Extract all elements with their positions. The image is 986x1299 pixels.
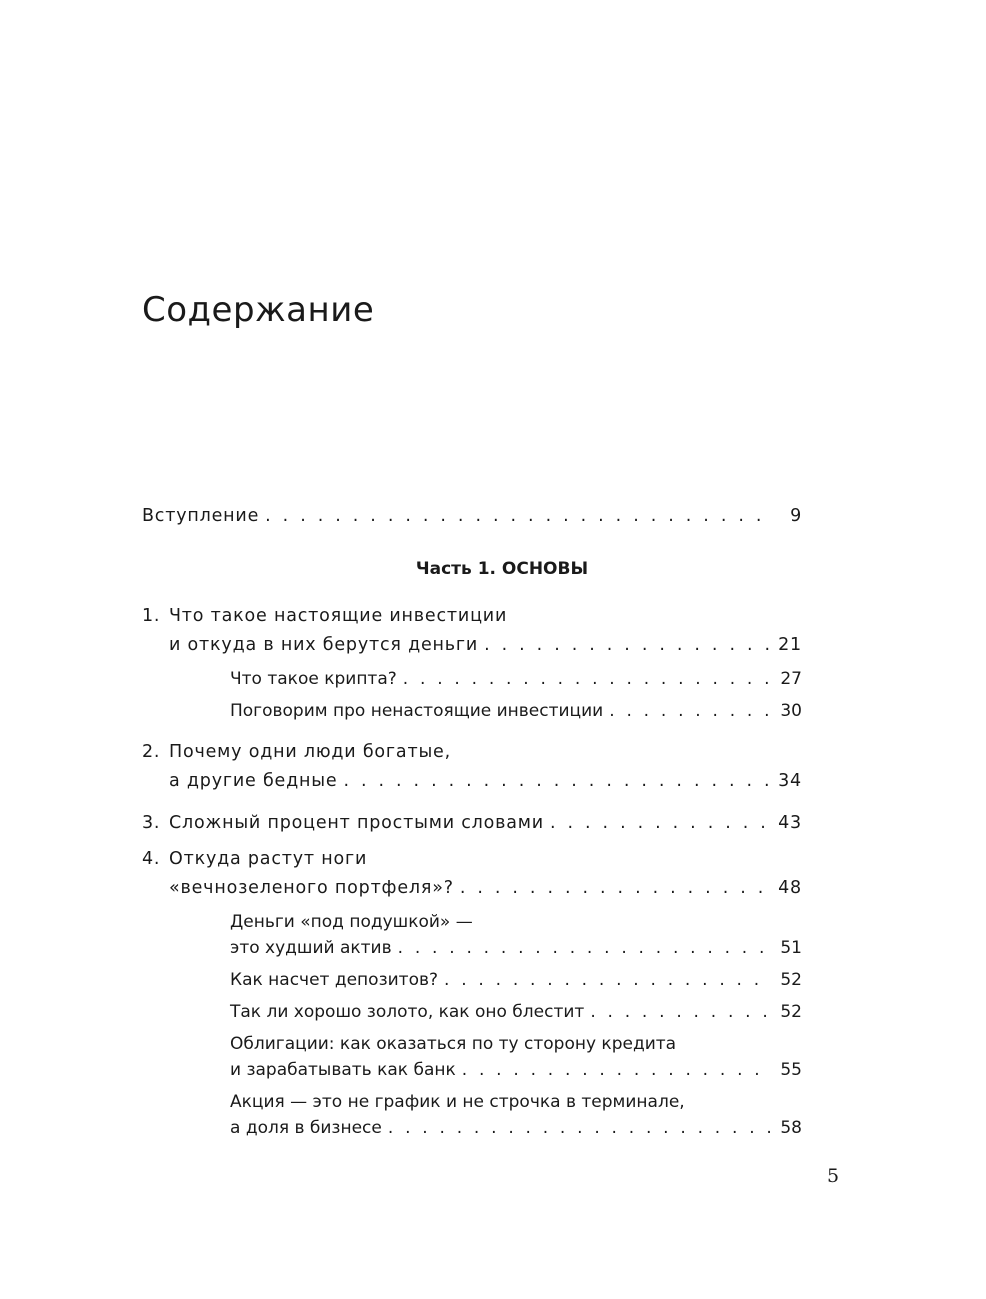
dot-leader [590,999,772,1025]
chapter-title-line: «вечнозеленого портфеля»? [169,878,454,898]
chapter-number: 2. [142,742,161,762]
chapter-title-line: Откуда растут ноги [169,849,368,869]
toc-page-number: 52 [780,970,802,990]
dot-leader [265,502,772,531]
dot-leader [609,698,772,724]
toc-page-number: 55 [780,1060,802,1080]
page-number: 5 [827,1165,840,1187]
toc-page-number: 43 [778,813,802,833]
toc-page-number: 51 [780,938,802,958]
chapter-title-line: а другие бедные [169,771,338,791]
subentry-title: Поговорим про ненастоящие инвестиции [230,701,604,721]
toc-page-number: 9 [790,506,802,526]
chapter-number: 3. [142,813,161,833]
subentry-title: это худший актив [230,938,392,958]
dot-leader [550,809,772,838]
toc-subentry[interactable] [142,967,802,993]
toc-subentry[interactable] [142,909,802,961]
toc-page-number: 30 [780,701,802,721]
toc-chapter[interactable] [142,845,802,903]
toc-entry-intro[interactable] [142,502,802,531]
toc-chapter[interactable] [142,738,802,796]
toc-chapter[interactable] [142,602,802,660]
part-heading: Часть 1. ОСНОВЫ [415,559,589,579]
dot-leader [343,767,772,796]
toc-page-number: 48 [778,878,802,898]
dot-leader [444,967,772,993]
subentry-title: Так ли хорошо золото, как оно блестит [230,1002,585,1022]
toc-subentry[interactable] [142,999,802,1025]
subentry-title: и зарабатывать как банк [230,1060,456,1080]
table-of-contents [142,502,802,1141]
toc-page-number: 58 [780,1118,802,1138]
chapter-title-line: Что такое настоящие инвестиции [169,606,508,626]
dot-leader [388,1115,772,1141]
toc-page-number: 34 [778,771,802,791]
toc-subentry[interactable] [142,1031,802,1083]
dot-leader [462,1057,772,1083]
subentry-title: Облигации: как оказаться по ту сторону кредита [230,1034,677,1054]
toc-subentry[interactable] [142,666,802,692]
subentry-title: а доля в бизнесе [230,1118,382,1138]
subentry-title: Что такое крипта? [230,669,397,689]
chapter-title-line: и откуда в них берутся деньги [169,635,479,655]
subentry-title: Деньги «под подушкой» — [230,912,473,932]
toc-chapter[interactable] [142,809,802,838]
toc-page-number: 27 [780,669,802,689]
toc-page-number: 21 [778,635,802,655]
dot-leader [398,935,772,961]
toc-subentry[interactable] [142,1089,802,1141]
subentry-title: Как насчет депозитов? [230,970,439,990]
toc-entry-label: Вступление [142,506,260,526]
dot-leader [460,874,772,903]
chapter-title-line: Сложный процент простыми словами [169,813,544,833]
subentry-title: Акция — это не график и не строчка в терминале, [230,1092,685,1112]
chapter-number: 1. [142,606,161,626]
dot-leader [403,666,772,692]
toc-subentry[interactable] [142,698,802,724]
chapter-title-line: Почему одни люди богатые, [169,742,451,762]
dot-leader [484,631,772,660]
page-title: Содержание [142,290,375,330]
toc-page-number: 52 [780,1002,802,1022]
chapter-number: 4. [142,849,161,869]
